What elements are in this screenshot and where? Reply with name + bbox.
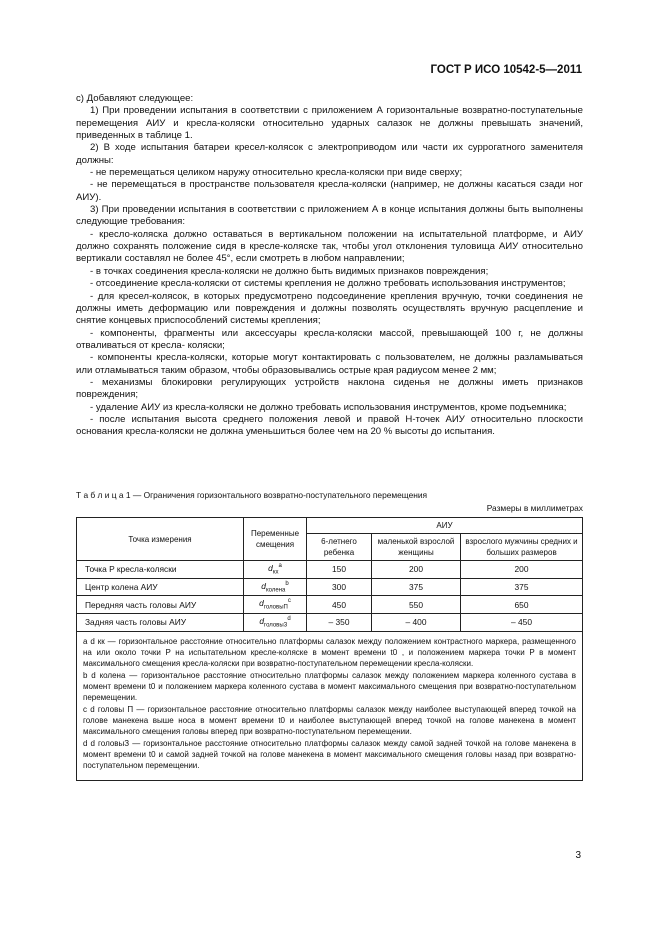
paragraph: - кресло-коляска должно оставаться в вертикальном положении на испытательной платформе, и АИУ должно сохранять положение сидя в кресле-коляске так, чтобы угол отклонения туловища АИУ относительно вертикали составлял не более 45°, если смотреть в любом направлении; <box>76 228 583 265</box>
paragraph: - удаление АИУ из кресла-коляски не должно требовать использования инструментов, кроме подъемника; <box>90 401 567 413</box>
table-row <box>77 578 583 596</box>
table-notes <box>77 631 583 780</box>
paragraph: 3) При проведении испытания в соответствии с приложением А в конце испытания должны быть выполнены следующие требования: <box>76 204 583 228</box>
document-header: ГОСТ Р ИСО 10542-5—2011 <box>430 64 582 76</box>
paragraph: - после испытания высота среднего положения левой и правой H-точек АИУ относительно плоскости основания кресла-коляски не должна уменьшиться более чем на 20 % высоты до испытания. <box>76 413 583 438</box>
header-man: взрослого мужчины средних и больших размеров <box>461 534 583 561</box>
paragraph: - в точках соединения кресла-коляски не должно быть видимых признаков повреждения; <box>90 265 489 277</box>
paragraph: - компоненты, фрагменты или аксессуары кресла-коляски массой, превышающей 100 г, не должны отваливаться от кресла- коляски; <box>76 327 583 351</box>
body-text <box>76 93 583 439</box>
table-units: Размеры в миллиметрах <box>486 503 583 513</box>
row-value-man: 200 <box>461 561 583 579</box>
header-aiu: АИУ <box>307 518 583 534</box>
row-value-woman: – 400 <box>372 614 461 632</box>
paragraph: 2) В ходе испытания батареи кресел-колясок с электроприводом или части их суррогатного заменителя должны: <box>76 142 583 166</box>
table-caption-block <box>76 490 583 513</box>
header-child: 6-летнего ребенка <box>307 534 372 561</box>
row-symbol: $d_{кх}^a$ <box>244 561 307 579</box>
row-value-man: 650 <box>461 596 583 614</box>
row-value-man: – 450 <box>461 614 583 632</box>
row-point: Задняя часть головы АИУ <box>77 614 244 632</box>
paragraph: - не перемещаться в пространстве пользователя кресла-коляски (например, не должны касаться сзади ног АИУ). <box>76 179 583 203</box>
paragraph: - отсоединение кресла-коляски от системы крепления не должно требовать использования инструментов; <box>90 278 566 290</box>
paragraph: - не перемещаться целиком наружу относительно кресла-коляски при виде сверху; <box>90 167 463 179</box>
row-symbol: $d_{головыП}^c$ <box>244 596 307 614</box>
row-value-child: 450 <box>307 596 372 614</box>
row-value-child: 150 <box>307 561 372 579</box>
paragraph: - для кресел-колясок, в которых предусмотрено подсоединение крепления вручную, точки соединения не должны иметь деформацию или повреждения и должны позволять осуществлять вручную расцепление и снятие концевых приспособлений системы крепления; <box>76 290 583 327</box>
table-row <box>77 596 583 614</box>
header-point: Точка измерения <box>77 518 244 561</box>
row-value-woman: 550 <box>372 596 461 614</box>
paragraph: - механизмы блокировки регулирующих устройств наклона сиденья не должны иметь признаков повреждения; <box>76 376 583 401</box>
table-row <box>77 614 583 632</box>
page-number: 3 <box>575 850 581 861</box>
paragraph: - компоненты кресла-коляски, которые могут контактировать с пользователем, не должны разламываться или отламываться таким образом, чтобы образовывались острые края радиусом менее 2 мм; <box>76 352 583 376</box>
row-value-child: – 350 <box>307 614 372 632</box>
row-symbol: $d_{колена}^b$ <box>244 578 307 596</box>
row-value-woman: 375 <box>372 578 461 596</box>
table-caption: Т а б л и ц а 1 — Ограничения горизонтального возвратно-поступательного перемещения <box>76 490 428 500</box>
row-symbol: $d_{головыЗ}^d$ <box>244 614 307 632</box>
paragraph: 1) При проведении испытания в соответствии с приложением А горизонтальные возвратно-поступательные перемещения АИУ и кресла-коляски относительно ударных салазок не должны превышать значений, приведенных в таблице 1. <box>76 105 583 142</box>
header-move: Переменные смещения <box>244 518 307 561</box>
table-row <box>77 561 583 579</box>
row-point: Точка P кресла-коляски <box>77 561 244 579</box>
row-point: Передняя часть головы АИУ <box>77 596 244 614</box>
table-note: c d головы П — горизонтальное расстояние относительно платформы салазок между наиболее выступающей вперед точкой на голове манекена выше носа в момент времени t0 и наиболее выступающей вперед точкой на голове манекена в момент максимального смещения головы вперед при возвратно-поступательном перемещении. <box>83 704 576 736</box>
paragraph: с) Добавляют следующее: <box>76 93 194 104</box>
row-value-man: 375 <box>461 578 583 596</box>
displacement-table <box>76 517 583 781</box>
table-note: d d головыЗ — горизонтальное расстояние относительно платформы салазок между самой задней точкой на голове манекена в момент времени t0 и самой задней точкой на голове манекена в момент максимального смещения головы назад при возвратно-поступательном перемещении. <box>83 738 576 770</box>
table-note: b d колена — горизонтальное расстояние относительно платформы салазок между положением маркера коленного сустава в момент времени t0 и положением маркера коленного сустава в момент максимального смещения при возвратно-поступательном перемещении. <box>83 670 576 702</box>
header-woman: маленькой взрослой женщины <box>372 534 461 561</box>
table-note: a d кк — горизонтальное расстояние относительно платформы салазок между положением контрастного маркера, размещенного на или около точки P на испытательном кресле-коляске в момент времени t0 , и положением маркера точки P в момент максимального смещения кресла-коляски при возвратно-поступательном перемещении кресла-коляски. <box>83 636 576 668</box>
row-point: Центр колена АИУ <box>77 578 244 596</box>
row-value-woman: 200 <box>372 561 461 579</box>
row-value-child: 300 <box>307 578 372 596</box>
